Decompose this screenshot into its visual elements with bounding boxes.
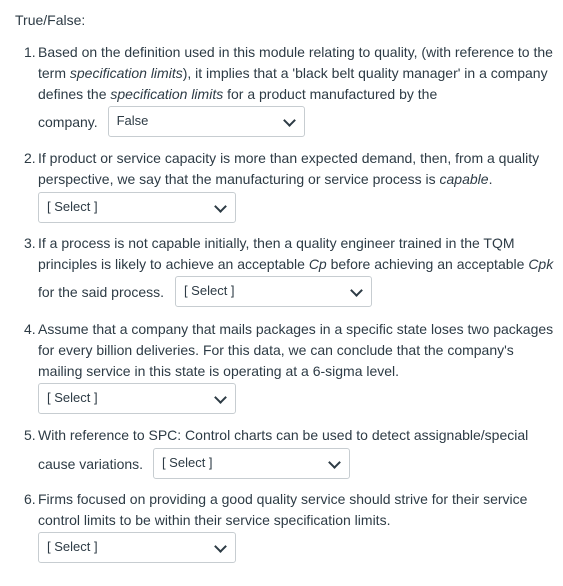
chevron-down-icon (214, 540, 227, 553)
question-3-answer-row (38, 276, 372, 307)
chevron-down-icon (328, 456, 341, 469)
answer-select-3[interactable] (175, 276, 372, 307)
section-heading: True/False: (15, 12, 86, 28)
question-number: 4. (24, 321, 36, 337)
question-1-answer-row (38, 106, 305, 137)
answer-select-4[interactable] (38, 383, 236, 414)
question-number: 6. (24, 491, 36, 507)
question-trailing-text: for the said process. (38, 283, 165, 300)
question-4 (24, 319, 558, 382)
chevron-down-icon (283, 114, 296, 127)
selected-value: [ Select ] (47, 199, 98, 214)
question-number: 1. (24, 44, 36, 60)
question-text: Firms focused on providing a good quality service should strive for their service control limits to be within their service specification limits. (38, 491, 528, 528)
question-6 (24, 489, 558, 531)
answer-select-1[interactable] (108, 106, 305, 137)
answer-select-6[interactable] (38, 532, 236, 563)
selected-value: False (116, 113, 149, 128)
selected-value: [ Select ] (161, 455, 213, 470)
chevron-down-icon (214, 391, 227, 404)
question-number: 3. (24, 235, 36, 251)
question-number: 2. (24, 150, 36, 166)
chevron-down-icon (350, 284, 363, 297)
question-3 (24, 233, 558, 275)
answer-select-2[interactable] (38, 192, 236, 223)
question-text: Based on the definition used in this module relating to quality, (with reference to the term specification limits), it implies that a 'black belt quality manager' in a company defines the specification limits for a product manufactured by the (38, 44, 553, 102)
question-text: With reference to SPC: Control charts can be used to detect assignable/special (38, 427, 529, 443)
chevron-down-icon (214, 200, 227, 213)
answer-select-5[interactable] (153, 448, 350, 479)
question-text: If product or service capacity is more than expected demand, then, from a quality perspective, we say that the manufacturing or service process is capable. (38, 150, 540, 187)
question-5-answer-row (38, 448, 350, 479)
question-1 (24, 42, 558, 105)
selected-value: [ Select ] (183, 283, 235, 298)
question-trailing-text: cause variations. (38, 455, 144, 472)
question-number: 5. (24, 427, 36, 443)
question-text: If a process is not capable initially, then a quality engineer trained in the TQM principles is likely to achieve an acceptable Cp before achieving an acceptable Cpk (38, 235, 554, 272)
question-trailing-text: company. (38, 113, 98, 130)
question-2 (24, 148, 558, 190)
question-text: Assume that a company that mails packages in a specific state loses two packages for every billion deliveries. For this data, we can conclude that the company's mailing service in this state is operating at a 6-sigma level. (38, 321, 554, 379)
selected-value: [ Select ] (47, 390, 98, 405)
selected-value: [ Select ] (47, 539, 98, 554)
question-5 (24, 425, 558, 446)
